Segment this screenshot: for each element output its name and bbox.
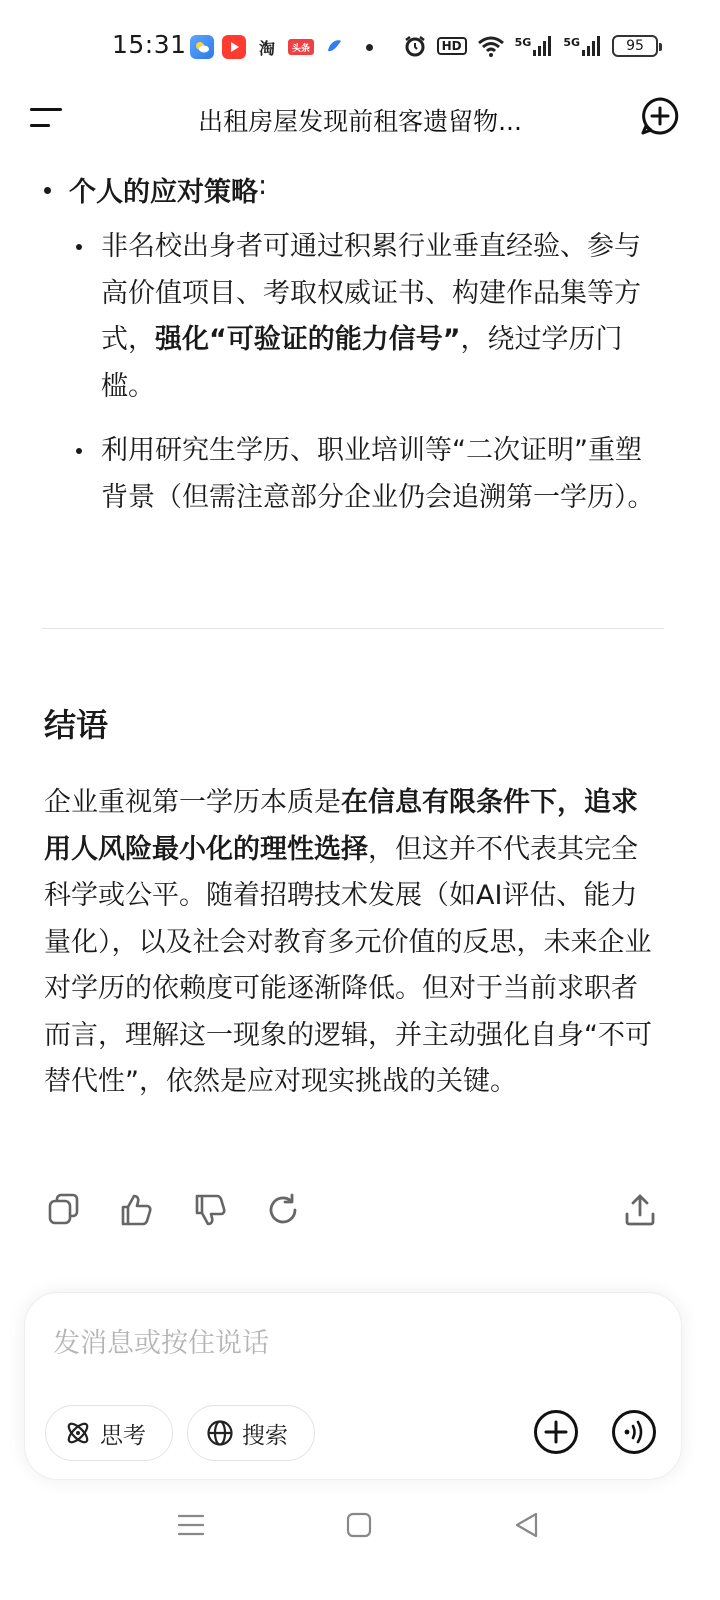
hd-voice-icon: HD	[437, 37, 467, 55]
new-chat-button[interactable]	[640, 96, 680, 136]
notification-icons	[190, 35, 373, 59]
section-title: 结语	[44, 706, 109, 744]
bullet-heading	[44, 170, 267, 209]
atom-icon	[64, 1419, 92, 1447]
menu-button[interactable]	[30, 102, 66, 132]
system-nav-bar	[0, 1500, 720, 1550]
sub-bullet-list	[70, 224, 670, 539]
menu-icon-line	[30, 124, 50, 127]
list-item-text	[101, 428, 666, 521]
signal-2-label: 5G	[563, 36, 580, 49]
menu-lines-icon	[176, 1510, 206, 1540]
signal-2-icon	[563, 36, 602, 56]
regenerate-button[interactable]	[265, 1192, 301, 1228]
battery-level: 95	[626, 38, 644, 54]
back-triangle-icon	[512, 1510, 542, 1540]
browser-icon	[322, 35, 346, 59]
recent-apps-button[interactable]	[176, 1510, 206, 1540]
think-toggle-button[interactable]	[45, 1405, 173, 1461]
message-composer	[24, 1292, 682, 1480]
bullet-heading-text: 个人的应对策略	[69, 177, 258, 208]
globe-icon	[206, 1419, 234, 1447]
toutiao-icon: 头条	[288, 39, 314, 55]
search-label: 搜索	[242, 1422, 288, 1449]
refresh-icon	[265, 1192, 301, 1228]
search-toggle-button[interactable]	[187, 1405, 315, 1461]
new-chat-icon	[640, 96, 680, 136]
plus-circle-icon	[533, 1409, 579, 1455]
home-button[interactable]	[344, 1510, 374, 1540]
thumbs-down-icon	[192, 1192, 228, 1228]
thumbs-up-icon	[118, 1192, 154, 1228]
bullet-dot	[76, 448, 82, 454]
think-label: 思考	[100, 1422, 146, 1449]
bold-segment: 强化“可验证的能力信号”	[155, 324, 461, 355]
more-notifications-dot	[366, 44, 373, 51]
bullet-heading-colon: :	[258, 170, 268, 201]
list-item-text	[101, 224, 666, 410]
message-actions	[0, 1188, 720, 1232]
status-bar	[0, 0, 720, 96]
text-segment: ，绕过学历门槛。	[101, 324, 623, 402]
list-item	[70, 428, 670, 521]
taobao-icon: 淘	[258, 38, 275, 58]
text-segment: 非名校出身者可通过积累行业垂直经验、参与高价值项目、考取权威证书、构建作品集等方式，	[101, 231, 641, 355]
signal-1-icon	[515, 36, 554, 56]
list-item	[70, 224, 670, 410]
share-button[interactable]	[622, 1192, 658, 1228]
voice-call-button[interactable]	[611, 1409, 657, 1455]
text-segment: 企业重视第一学历本质是	[44, 787, 341, 818]
text-segment: 利用研究生学历、职业培训等“二次证明”重塑背景（但需注意部分企业仍会追溯第一学历）。	[101, 435, 655, 513]
bold-segment: 在信息有限条件下，追求用人风险最小化的理性选择	[44, 787, 638, 865]
chat-header	[0, 90, 720, 146]
wifi-icon	[477, 35, 505, 57]
like-button[interactable]	[118, 1192, 154, 1228]
share-icon	[622, 1192, 658, 1228]
battery-icon	[612, 35, 658, 57]
back-button[interactable]	[512, 1510, 542, 1540]
copy-button[interactable]	[46, 1192, 82, 1228]
bullet-dot	[76, 244, 82, 250]
alarm-icon	[403, 34, 427, 58]
square-icon	[344, 1510, 374, 1540]
text-segment: ，但这并不代表其完全科学或公平。随着招聘技术发展（如AI评估、能力量化），以及社会对教育多元价值的反思，未来企业对学历的依赖度可能逐渐降低。但对于当前求职者而言，理解这一现象的逻辑，并主动强化自身“不可替代性”，依然是应对现实挑战的关键。	[44, 833, 652, 1097]
system-indicators	[403, 34, 658, 58]
conclusion-paragraph	[44, 780, 664, 1106]
status-time: 15:31	[112, 30, 187, 59]
signal-1-label: 5G	[514, 36, 532, 49]
voice-wave-icon	[611, 1409, 657, 1455]
dislike-button[interactable]	[192, 1192, 228, 1228]
attach-button[interactable]	[533, 1409, 579, 1455]
chat-title[interactable]: 出租房屋发现前租客遗留物...	[198, 107, 522, 136]
menu-icon-line	[30, 108, 62, 111]
weather-icon	[190, 35, 214, 59]
divider	[42, 628, 664, 629]
video-icon	[222, 35, 246, 59]
message-input[interactable]	[53, 1321, 653, 1365]
copy-icon	[46, 1192, 82, 1228]
bullet-dot	[44, 187, 51, 194]
